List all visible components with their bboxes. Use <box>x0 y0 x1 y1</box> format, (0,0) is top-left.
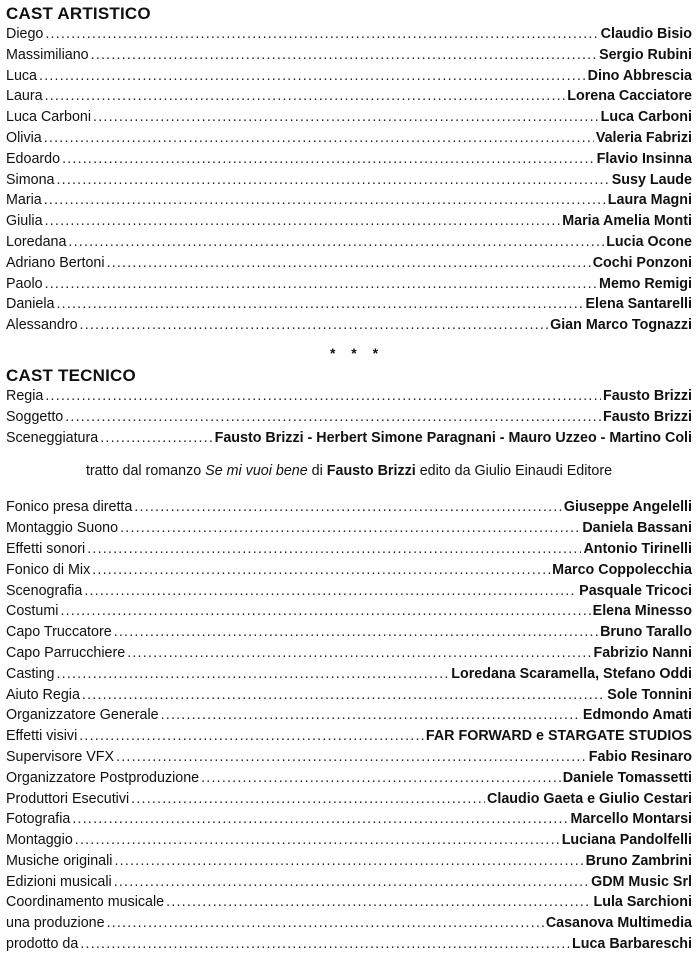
dot-leader <box>107 913 544 934</box>
credit-name: Fabio Resinaro <box>588 748 692 765</box>
credit-row <box>6 86 692 107</box>
credit-row <box>6 294 692 315</box>
credit-role: Casting <box>6 665 55 682</box>
credit-row <box>6 809 692 830</box>
dot-leader <box>60 601 590 622</box>
section-separator: * * * <box>329 344 385 361</box>
credit-name: Sergio Rubini <box>599 46 692 63</box>
note-suffix: edito da Giulio Einaudi Editore <box>415 463 613 480</box>
dot-leader <box>92 560 550 581</box>
credit-name: Fausto Brizzi <box>603 408 692 425</box>
credit-role: Capo Truccatore <box>6 624 112 641</box>
credit-row <box>6 768 692 789</box>
credit-name: Lula Sarchioni <box>593 894 692 911</box>
dot-leader <box>44 190 606 211</box>
cast-tecnico-heading: CAST TECNICO <box>6 365 136 385</box>
credit-role: Maria <box>6 192 42 209</box>
dot-leader <box>62 149 595 170</box>
credit-role: Loredana <box>6 233 67 250</box>
credit-name: Antonio Tirinelli <box>583 540 692 557</box>
credit-name: Casanova Multimedia <box>545 915 692 932</box>
credit-name: Luciana Pandolfelli <box>561 832 692 849</box>
credit-row <box>6 24 692 45</box>
credit-row <box>6 386 692 407</box>
dot-leader <box>68 232 604 253</box>
credit-role: Sceneggiatura <box>6 429 99 446</box>
cast-tecnico-list-top <box>6 386 692 448</box>
credit-row <box>6 315 692 336</box>
credit-name: Daniela Bassani <box>582 520 692 537</box>
dot-leader <box>87 539 581 560</box>
credit-name: Susy Laude <box>611 171 692 188</box>
credit-name: Sole Tonnini <box>607 686 692 703</box>
dot-leader <box>91 45 597 66</box>
credit-role: Musiche originali <box>6 852 113 869</box>
dot-leader <box>114 851 583 872</box>
novel-author: Fausto Brizzi <box>326 463 416 480</box>
credit-name: Marcello Montarsi <box>570 811 692 828</box>
credit-role: Paolo <box>6 275 43 292</box>
credit-row <box>6 851 692 872</box>
dot-leader <box>45 24 598 45</box>
credit-name: Daniele Tomassetti <box>562 769 692 786</box>
credit-row <box>6 128 692 149</box>
credit-row <box>6 497 692 518</box>
credit-role: Olivia <box>6 129 42 146</box>
credit-role: Scenografia <box>6 582 83 599</box>
dot-leader <box>56 664 449 685</box>
dot-leader <box>93 107 599 128</box>
credit-row <box>6 539 692 560</box>
dot-leader <box>45 86 566 107</box>
credit-row <box>6 407 692 428</box>
credit-row <box>6 830 692 851</box>
credit-row <box>6 726 692 747</box>
credit-role: Giulia <box>6 213 43 230</box>
dot-leader <box>116 747 587 768</box>
credit-row <box>6 232 692 253</box>
credit-role: Organizzatore Postproduzione <box>6 769 200 786</box>
credit-role: Organizzatore Generale <box>6 707 159 724</box>
credit-name: Fausto Brizzi - Herbert Simone Paragnani - Mauro Uzzeo - Martino Coli <box>214 429 692 446</box>
credit-name: Bruno Zambrini <box>585 852 692 869</box>
credit-row <box>6 581 692 602</box>
credit-row <box>6 789 692 810</box>
note-prefix: tratto dal romanzo <box>85 463 206 480</box>
dot-leader <box>134 497 561 518</box>
credit-row <box>6 601 692 622</box>
credit-row <box>6 190 692 211</box>
credit-row <box>6 934 692 955</box>
credit-row <box>6 872 692 893</box>
credit-role: Costumi <box>6 603 59 620</box>
credit-role: Luca Carboni <box>6 109 92 126</box>
credit-row <box>6 211 692 232</box>
credit-name: Marco Coppolecchia <box>552 561 692 578</box>
credit-name: Claudio Gaeta e Giulio Cestari <box>487 790 692 807</box>
credit-name: Loredana Scaramella, Stefano Oddi <box>451 665 692 682</box>
credit-row <box>6 107 692 128</box>
credit-name: Claudio Bisio <box>600 26 692 42</box>
credit-role: Simona <box>6 171 55 188</box>
credit-row <box>6 705 692 726</box>
credit-role: una produzione <box>6 915 105 932</box>
dot-leader <box>75 830 560 851</box>
credit-role: Regia <box>6 387 44 404</box>
credit-name: Elena Santarelli <box>585 296 692 313</box>
credit-name: FAR FORWARD e STARGATE STUDIOS <box>425 728 692 745</box>
credit-row <box>6 664 692 685</box>
credit-role: Montaggio Suono <box>6 520 119 537</box>
credit-role: Fotografia <box>6 811 71 828</box>
dot-leader <box>127 643 591 664</box>
credit-row <box>6 685 692 706</box>
dot-leader <box>79 726 424 747</box>
credit-name: Lucia Ocone <box>606 233 692 250</box>
dot-leader <box>114 622 598 643</box>
credit-name: Luca Carboni <box>600 109 692 126</box>
credit-role: Fonico di Mix <box>6 561 91 578</box>
novel-title: Se mi vuoi bene <box>205 463 308 480</box>
credit-row <box>6 253 692 274</box>
credit-name: Giuseppe Angelelli <box>563 499 692 516</box>
credit-role: Edoardo <box>6 150 61 167</box>
credit-row <box>6 622 692 643</box>
dot-leader <box>82 685 605 706</box>
credit-role: Aiuto Regia <box>6 686 80 703</box>
credit-name: Fabrizio Nanni <box>593 644 692 661</box>
credit-role: Supervisore VFX <box>6 748 115 765</box>
credit-role: Alessandro <box>6 317 78 334</box>
credit-row <box>6 274 692 295</box>
credit-row <box>6 913 692 934</box>
dot-leader <box>107 253 591 274</box>
credit-name: Cochi Ponzoni <box>592 254 692 271</box>
dot-leader <box>80 934 570 955</box>
credit-role: Luca <box>6 67 38 84</box>
dot-leader <box>45 386 601 407</box>
credit-role: Daniela <box>6 296 55 313</box>
credit-role: Montaggio <box>6 832 73 849</box>
credit-role: Coordinamento musicale <box>6 894 165 911</box>
credit-row <box>6 45 692 66</box>
dot-leader <box>114 872 589 893</box>
credit-name: Edmondo Amati <box>582 707 692 724</box>
dot-leader <box>72 809 568 830</box>
credit-role: Edizioni musicali <box>6 873 112 890</box>
credits-page <box>6 0 692 955</box>
dot-leader <box>45 274 597 295</box>
dot-leader <box>44 128 594 149</box>
credit-name: Maria Amelia Monti <box>562 213 692 230</box>
credit-role: Adriano Bertoni <box>6 254 105 271</box>
credit-name: GDM Music Srl <box>591 873 692 890</box>
credit-role: Capo Parrucchiere <box>6 644 126 661</box>
credit-role: Massimiliano <box>6 46 89 63</box>
credit-name: Laura Magni <box>607 192 692 209</box>
dot-leader <box>80 315 549 336</box>
credit-name: Fausto Brizzi <box>603 387 692 404</box>
credit-name: Valeria Fabrizi <box>595 129 692 146</box>
credit-name: Pasquale Tricoci <box>579 582 692 599</box>
credit-name: Flavio Insinna <box>596 150 692 167</box>
dot-leader <box>39 66 586 87</box>
credit-row <box>6 643 692 664</box>
credit-name: Elena Minesso <box>592 603 692 620</box>
credit-row <box>6 428 692 449</box>
dot-leader <box>100 428 212 449</box>
credit-row <box>6 170 692 191</box>
credit-role: Fonico presa diretta <box>6 499 133 516</box>
credit-role: Effetti visivi <box>6 728 78 745</box>
dot-leader <box>131 789 485 810</box>
credit-name: Memo Remigi <box>599 275 692 292</box>
source-note <box>6 461 692 481</box>
dot-leader <box>56 294 583 315</box>
credit-row <box>6 518 692 539</box>
credit-role: Effetti sonori <box>6 540 86 557</box>
dot-leader <box>45 211 561 232</box>
cast-tecnico-list-bottom <box>6 497 692 955</box>
cast-artistico-list <box>6 24 692 336</box>
credit-name: Lorena Cacciatore <box>567 88 692 105</box>
credit-row <box>6 747 692 768</box>
credit-role: Laura <box>6 88 43 105</box>
dot-leader <box>120 518 580 539</box>
dot-leader <box>161 705 581 726</box>
credit-row <box>6 892 692 913</box>
credit-row <box>6 149 692 170</box>
dot-leader <box>56 170 609 191</box>
note-middle: di <box>307 463 327 480</box>
credit-row <box>6 560 692 581</box>
credit-name: Gian Marco Tognazzi <box>550 317 692 334</box>
cast-artistico-heading: CAST ARTISTICO <box>6 4 151 23</box>
credit-name: Bruno Tarallo <box>600 624 692 641</box>
dot-leader <box>65 407 601 428</box>
credit-row <box>6 66 692 87</box>
dot-leader <box>84 581 577 602</box>
credit-name: Dino Abbrescia <box>587 67 692 84</box>
dot-leader <box>201 768 561 789</box>
credit-role: Soggetto <box>6 408 64 425</box>
credit-name: Luca Barbareschi <box>572 936 692 953</box>
credit-role: Diego <box>6 26 44 42</box>
dot-leader <box>166 892 591 913</box>
credit-role: Produttori Esecutivi <box>6 790 130 807</box>
credit-role: prodotto da <box>6 936 79 953</box>
